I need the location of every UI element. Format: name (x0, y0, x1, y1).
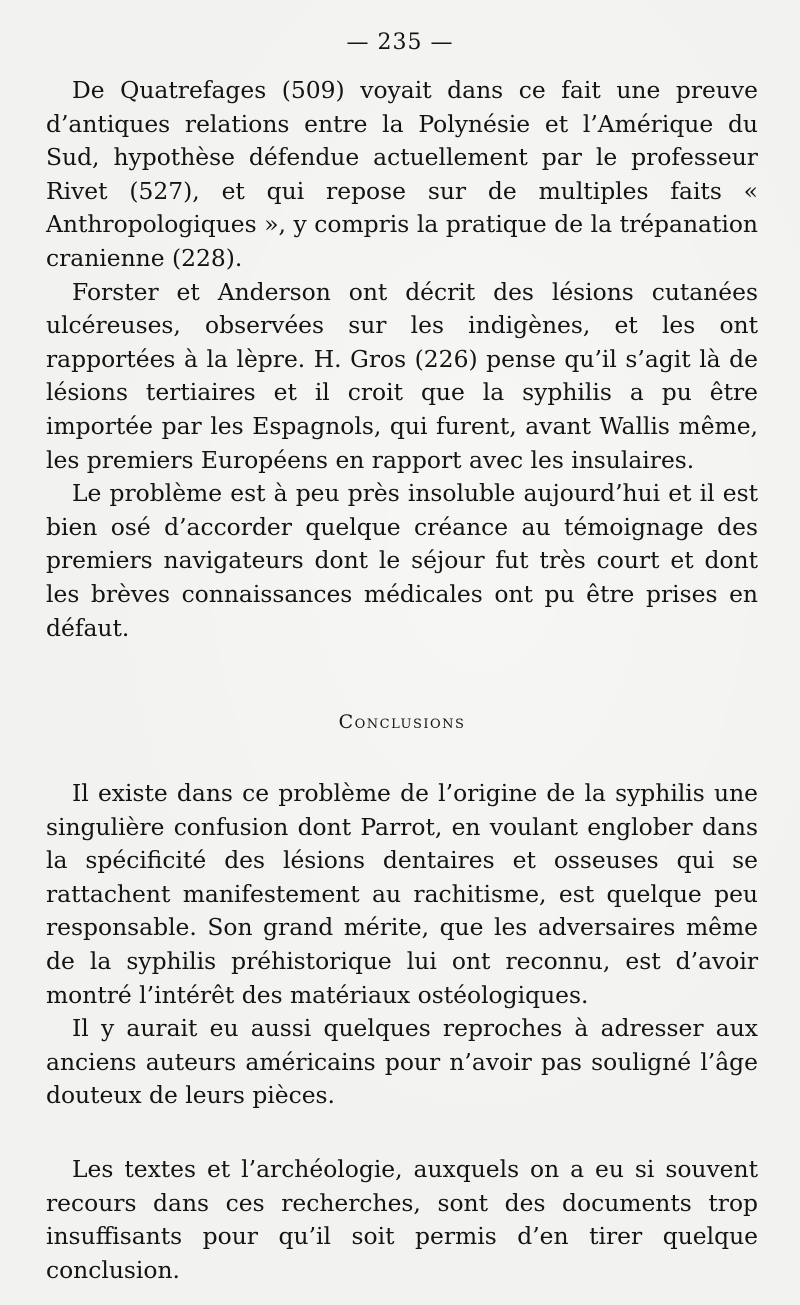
paragraph: Il y aurait eu aussi quelques reproches à adresser aux anciens auteurs américains pour n’avoir pas souligné l’âge douteux de leurs pièces. (46, 1014, 758, 1110)
paragraph: Il existe dans ce problème de l’origine de la syphilis une singulière confusion dont Parrot, en voulant englober dans la spécificité des lésions dentaires et osseuses qui se rattachent manifestement au rachitisme, est quelque peu responsable. Son grand mérite, que les adversaires même de la syphilis préhistorique lui ont reconnu, est d’avoir montré l’intérêt des matériaux ostéologiques. (46, 779, 758, 1009)
paragraph: De Quatrefages (509) voyait dans ce fait une preuve d’antiques relations entre la Polynésie et l’Amérique du Sud, hypothèse défendue actuellement par le professeur Rivet (527), et qui repose sur de multiples faits « Anthropologiques », y compris la pratique de la trépanation cranienne (228). (46, 76, 758, 272)
section-heading: Conclusions (338, 711, 466, 734)
page-body (46, 74, 758, 1287)
page-number: — 235 — (346, 30, 454, 55)
paragraph: Le problème est à peu près insoluble aujourd’hui et il est bien osé d’accorder quelque créance au témoignage des premiers navigateurs dont le séjour fut très court et dont les brèves connaissances médicales ont pu être prises en défaut. (46, 479, 758, 642)
paragraph: Les textes et l’archéologie, auxquels on a eu si souvent recours dans ces recherches, sont des documents trop insuffisants pour qu’il soit permis d’en tirer quelque conclusion. (46, 1155, 758, 1284)
paragraph: Forster et Anderson ont décrit des lésions cutanées ulcéreuses, observées sur les indigènes, et les ont rapportées à la lèpre. H. Gros (226) pense qu’il s’agit là de lésions tertiaires et il croit que la syphilis a pu être importée par les Espagnols, qui furent, avant Wallis même, les premiers Européens en rapport avec les insulaires. (46, 277, 758, 474)
